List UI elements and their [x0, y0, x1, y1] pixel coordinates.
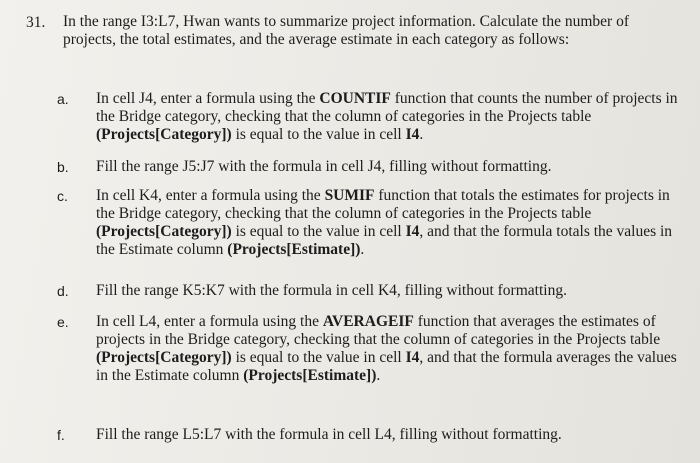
cell-reference: I4 [405, 126, 420, 143]
question-number: 31. [26, 14, 46, 31]
cell-reference: I4 [405, 223, 420, 240]
structured-reference: (Projects[Estimate]) [243, 367, 377, 384]
structured-reference: (Projects[Estimate]) [227, 241, 361, 258]
step-letter: c. [57, 188, 68, 204]
step-text: Fill the range J5:J7 with the formula in cell J4, filling without formatting. [96, 158, 552, 175]
structured-reference: (Projects[Category]) [96, 223, 232, 240]
question-intro: In the range I3:L7, Hwan wants to summarize project information. Calculate the number of projects, the total estimates, and the average estimate in each category as follows: [63, 13, 629, 48]
step-text: In cell L4, enter a formula using the AVERAGEIF function that averages the estimates of projects in the Bridge category, checking that the column of categories in the Projects table (Projects[Category]) is equal to the value in cell I4, and that the formula averages the values in the Estimate column (Projects[Estimate]). [96, 313, 677, 384]
step-text: In cell J4, enter a formula using the COUNTIF function that counts the number of projects in the Bridge category, checking that the column of categories in the Projects table (Projects[Category]) is equal to the value in cell I4. [96, 90, 678, 143]
function-name: SUMIF [324, 187, 375, 204]
function-name: AVERAGEIF [322, 313, 414, 330]
step-text: Fill the range K5:K7 with the formula in cell K4, filling without formatting. [96, 282, 567, 299]
step-letter: d. [57, 283, 69, 299]
structured-reference: (Projects[Category]) [96, 349, 232, 366]
step-letter: a. [57, 91, 69, 107]
cell-reference: I4 [405, 349, 420, 366]
step-letter: f. [57, 427, 65, 443]
step-letter: e. [57, 314, 69, 330]
function-name: COUNTIF [319, 90, 391, 107]
step-letter: b. [57, 159, 69, 175]
step-text: In cell K4, enter a formula using the SUMIF function that totals the estimates for projects in the Bridge category, checking that the column of categories in the Projects table (Projects[Category]) is equal to the value in cell I4, and that the formula totals the values in the Estimate column (Projects[Estimate]). [96, 187, 673, 258]
structured-reference: (Projects[Category]) [96, 126, 232, 143]
step-text: Fill the range L5:L7 with the formula in cell L4, filling without formatting. [96, 426, 562, 443]
